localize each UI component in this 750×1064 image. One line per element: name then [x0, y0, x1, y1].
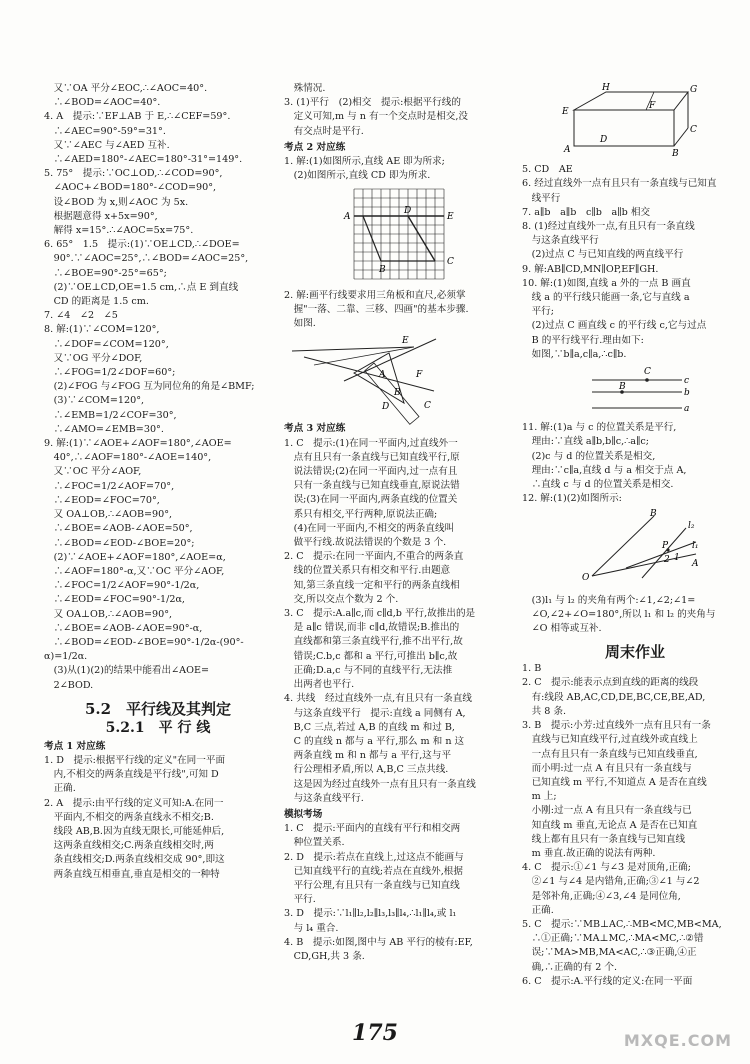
answer-line: 又∵OA 平分∠EOC,∴∠AOC=40°.: [44, 83, 208, 94]
answer-line: 小刚:过一点 A 有且只有一条直线与已: [522, 805, 692, 817]
answer-line: 内,不相交的两条直线是平行线",可知 D: [44, 769, 219, 781]
answer-line: ∴∠AEC=90°-59°=31°.: [44, 125, 166, 137]
answer-line: (3)∵∠COM=120°,: [44, 395, 145, 407]
point-C: [645, 378, 649, 382]
answer-line: 又∵OC 平分∠AOF,: [44, 466, 142, 478]
answer-line: ∴∠BOE=∠AOB-∠AOE=50°,: [44, 523, 193, 535]
answer-line: 线平行: [522, 192, 561, 204]
label-C: C: [424, 401, 431, 412]
answer-line: 2. C 提示:在同一平面内,不重合的两条直: [284, 551, 464, 563]
answer-line: CD,GH,共 3 条.: [284, 950, 365, 962]
answer-line: 1. C 提示:(1)在同一平面内,过直线外一: [284, 437, 458, 449]
answer-line: 是 a∥c 错误,而非 c∥d,故错误;B.推出的: [284, 622, 460, 634]
answer-line: 出两者也平行.: [284, 679, 355, 691]
answer-line: 两条直线互相垂直,垂直是相交的一种特: [44, 868, 220, 880]
ruler: [365, 363, 419, 424]
answer-line: (2)∠FOG 与∠FOG 互为同位角的角是∠BMF;: [44, 381, 255, 393]
answer-line: 握"一落、二靠、三移、四画"的基本步骤.: [284, 303, 469, 315]
label-A: A: [692, 559, 699, 570]
answer-line: (3)从(1)(2)的结果中能看出∠AOE=: [44, 665, 209, 677]
label-A: A: [379, 370, 386, 381]
answer-line: 两条直线 m 和 n 都与 a 平行,这与平: [284, 750, 452, 762]
answer-line: 6. 经过直线外一点有且只有一条直线与已知直: [522, 178, 717, 190]
answer-line: 平行.: [284, 894, 316, 906]
answer-line: 12. 解:(1)(2)如图所示:: [522, 493, 622, 505]
grid-figure: [284, 185, 454, 281]
answer-line: (2)过点 C 与已知直线的两直线平行: [522, 249, 684, 261]
answer-line: 11. 解:(1)a 与 c 的位置关系是平行,: [522, 422, 677, 434]
answer-line: 知直线 m 垂直,无论点 A 是否在已知直: [522, 819, 698, 831]
answer-line: 正确;D.a,c 与不同的直线平行,无法推: [284, 664, 453, 676]
answer-line: ∴∠DOF=∠COM=120°,: [44, 338, 169, 350]
answer-line: 40°,∴∠AOF=180°-∠AOE=140°,: [44, 452, 212, 464]
label-D: D: [600, 135, 608, 145]
answer-line: 1. D 提示:根据平行线的定义"在同一平面: [44, 754, 226, 766]
page-number: 175: [352, 1020, 398, 1046]
label-c: c: [684, 376, 690, 387]
label-B: B: [619, 382, 626, 393]
label-B: B: [379, 265, 386, 276]
label-D: D: [404, 206, 412, 217]
answer-line: 4. B 提示:如图,图中与 AB 平行的棱有:EF,: [284, 936, 473, 948]
line-l1: [626, 542, 696, 568]
answer-line: B 的平行线平行.理由如下:: [522, 334, 644, 346]
figure-box: [522, 84, 748, 161]
answer-line: 与这条直线平行 提示:直线 a 同侧有 A,: [284, 707, 466, 719]
answer-line: 线的位置关系只有相交和平行.由题意: [284, 565, 451, 577]
angle-figure: [522, 508, 702, 586]
answer-line: 8. (1)经过直线外一点,有且只有一条直线: [522, 221, 695, 233]
answer-line: 4. A 提示:∵EF⊥AB 于 E,∴∠CEF=59°.: [44, 111, 231, 123]
answer-line: 2. 解:画平行线要求用三角板和直尺,必须掌: [284, 289, 466, 301]
line-DC: [408, 216, 435, 261]
answer-line: m 垂直.故正确的说法有两种.: [522, 847, 656, 859]
answer-line: (2)∵OE⊥CD,OE=1.5 cm,∴点 E 到直线: [44, 281, 239, 293]
label-B: B: [394, 388, 401, 399]
answer-line: 7. a∥b a∥b c∥b a∥b 相交: [522, 206, 651, 218]
answer-line: 5. C 提示:∵MB⊥AC,∴MB<MC,MB<MA,: [522, 918, 722, 930]
answer-line: 线 a 的平行线只能画一条,它与直线 a: [522, 292, 690, 304]
answer-line: 5. CD AE: [522, 164, 573, 176]
answer-line: 线段 AB,B.因为直线无限长,可能延伸后,: [44, 825, 225, 837]
chapter-title: 5.2 平行线及其判定: [84, 699, 232, 718]
answer-line: ∴∠BOD=∠AOC=40°.: [44, 97, 161, 109]
answer-line: ∴∠AMO=∠EMB=30°.: [44, 423, 164, 435]
label-O: O: [582, 573, 590, 584]
parallels-figure: [522, 364, 702, 414]
answer-line: 2. C 提示:能表示点到直线的距离的线段: [522, 677, 699, 689]
label-A: A: [344, 212, 351, 223]
answer-line: (3)l₁ 与 l₂ 的夹角有两个:∠1,∠2;∠1=: [522, 594, 696, 606]
answer-line: ∠O 相等或互补.: [522, 623, 602, 635]
answer-line: 知,第三条直线一定和平行的两条直线相: [284, 579, 460, 591]
answer-line: (2)过点 C 画直线 c 的平行线 c,它与过点: [522, 320, 707, 332]
answer-line: 只有一条直线与已知直线垂直,原说法错: [284, 480, 460, 492]
answer-line: 2∠BOD.: [44, 679, 94, 691]
ray-OB: [592, 516, 654, 576]
label-l2: l₂: [688, 521, 695, 532]
label-E: E: [402, 336, 409, 347]
answer-line: 说法错误;(2)在同一平面内,过一点有且: [284, 466, 458, 478]
front-face: [574, 110, 674, 146]
answer-line: 线上都有且只有一条直线与已知直线: [522, 833, 686, 845]
answer-line: 种位置关系.: [284, 837, 345, 849]
box-figure: [522, 83, 702, 159]
answer-line: ∠O,∠2+∠O=180°,所以 l₁ 和 l₂ 的夹角与: [522, 608, 716, 620]
label-F: F: [649, 101, 656, 111]
answer-line: 解得 x=15°.∴∠AOC=5x=75°.: [44, 225, 194, 237]
answer-line: 3. (1)平行 (2)相交 提示:根据平行线的: [284, 97, 461, 109]
label-G: G: [690, 85, 698, 95]
answer-line: 而小明:过一点 A 有且只有一条直线与: [522, 762, 692, 774]
answer-line: 平行;: [522, 306, 555, 318]
answer-line: (2)∵∠AOE+∠AOF=180°,∠AOE=α,: [44, 551, 226, 563]
answer-line: 1. 解:(1)如图所示,直线 AE 即为所求;: [284, 156, 445, 168]
label-C: C: [690, 125, 697, 135]
answer-line: 做平行线.故说法错误的个数是 3 个.: [284, 537, 447, 549]
answer-line: 2. A 提示:由平行线的定义可知:A.在同一: [44, 797, 224, 809]
answer-line: 6. C 提示:A.平行线的定义:在同一平面: [522, 975, 693, 987]
answer-line: 正确.: [44, 783, 76, 795]
answer-line: ∴∠EOD=∠FOC=70°,: [44, 494, 160, 506]
answer-line: 1. C 提示:平面内的直线有平行和相交两: [284, 823, 461, 835]
answer-line: 理由:∵直线 a∥b,b∥c,∴a∥c;: [522, 436, 650, 448]
answer-line: 设∠BOD 为 x,则∠AOC 为 5x.: [44, 196, 189, 208]
answer-line: ∴直线 c 与 d 的位置关系是相交.: [522, 479, 674, 491]
answer-line: ∴∠EMB=1/2∠COF=30°,: [44, 409, 177, 421]
answer-line: 误;∵MA>MB,MA<AC,∴③正确,④正: [522, 947, 697, 959]
answer-line: 根据题意得 x+5x=90°,: [44, 210, 158, 222]
answer-line: 又∵∠AEC 与∠AED 互补.: [44, 139, 170, 151]
chapter-title: 5.2.1 平 行 线: [105, 719, 211, 736]
answer-line: 又 OA⊥OB,∴∠AOB=90°,: [44, 608, 173, 620]
answer-line: (4)在同一平面内,不相交的两条直线叫: [284, 522, 455, 534]
answer-line: ∴∠EOD=∠FOC=90°-1/2α,: [44, 594, 185, 606]
edge-BC: [674, 128, 688, 146]
answer-line: ∠AOC+∠BOD=180°-∠COD=90°,: [44, 182, 217, 194]
label-1: 1: [674, 553, 680, 564]
answer-line: 直线与已知直线平行,过直线外或直线上: [522, 734, 698, 746]
answer-line: (2)c 与 d 的位置关系是相交,: [522, 450, 656, 462]
answer-line: 5. 75° 提示:∵OC⊥OD,∴∠COD=90°,: [44, 168, 223, 180]
label-E: E: [447, 212, 454, 223]
watermark: MXQE.COM: [623, 1031, 732, 1050]
line-through-C: [304, 357, 434, 391]
answer-line: ∴∠FOC=1/2∠AOF=70°,: [44, 480, 175, 492]
label-a: a: [684, 404, 690, 415]
answer-line: 这两条直线相交;C.两条直线相交时,两: [44, 840, 214, 852]
figure-ruler: [284, 333, 512, 420]
answer-line: ∴∠AOF=180°-α,又∵OC 平分∠AOF,: [44, 565, 225, 577]
label-A: A: [564, 145, 571, 155]
answer-line: 共 8 条.: [522, 705, 567, 717]
answer-line: 一点有且只有一条直线与已知直线垂直,: [522, 748, 698, 760]
answer-line: 确,∴正确的有 2 个.: [522, 961, 618, 973]
chapter-title: 周末作业: [604, 643, 665, 662]
label-2: 2: [664, 555, 670, 566]
answer-line: ∴∠BOD=∠EOD-∠BOE=20°;: [44, 537, 195, 549]
answer-line: 条直线相交;D.两条直线相交成 90°,即这: [44, 854, 225, 866]
answer-line: 3. C 提示:A.a∥c,而 c∥d,b 平行,故推出的是: [284, 608, 476, 620]
answer-line: 7. ∠4 ∠2 ∠5: [44, 310, 118, 322]
figure-angle: [522, 508, 748, 591]
answer-line: 与 l₄ 重合.: [284, 922, 339, 934]
answer-line: 与这条直线平行.: [284, 792, 364, 804]
answer-line: 又 OA⊥OB,∴∠AOB=90°,: [44, 509, 173, 521]
label-P: P: [662, 541, 669, 552]
answer-line: 有交点时是平行.: [284, 125, 364, 137]
answer-line: 1. B: [522, 663, 542, 675]
answer-line: ∴∠FOG=1/2∠DOF=60°;: [44, 367, 176, 379]
answer-line: m 上;: [522, 791, 557, 803]
label-E: E: [562, 107, 569, 117]
answer-line: CD 的距离是 1.5 cm.: [44, 296, 149, 308]
answer-line: 10. 解:(1)如图,直线 a 外的一点 B 画直: [522, 277, 691, 289]
answer-line: 如图,∵b∥a,c∥a,∴c∥b.: [522, 348, 627, 360]
answer-line: 有:线段 AB,AC,CD,DE,BC,CE,BE,AD,: [522, 691, 706, 703]
answer-line: 3. B 提示:小芳:过直线外一点有且只有一条: [522, 720, 711, 732]
section-heading: 考点 2 对应练: [284, 141, 346, 153]
label-l1: l₁: [692, 541, 699, 552]
answer-line: 已知直线平行的直线;若点在直线外,根据: [284, 865, 463, 877]
answer-line: 行公理相矛盾,所以 A,B,C 三点共线.: [284, 764, 449, 776]
answer-line: 交,所以交点个数为 2 个.: [284, 593, 399, 605]
answer-line: 4. C 提示:①∠1 与∠3 是对顶角,正确;: [522, 862, 691, 874]
answer-line: 平行公理,有且只有一条直线与已知直线: [284, 879, 460, 891]
answer-line: B,C 三点,若过 A,B 的直线 m 和过 B,: [284, 721, 455, 733]
section-heading: 考点 3 对应练: [284, 423, 346, 435]
label-D: D: [382, 402, 390, 413]
answer-line: 3. D 提示:∵l₁∥l₂,l₂∥l₃,l₃∥l₄,∴l₁∥l₄,或 l₁: [284, 908, 457, 920]
label-C: C: [644, 367, 651, 378]
figure-parallels: [522, 364, 748, 419]
answer-line: 是邻补角,正确;④∠3,∠4 是同位角,: [522, 890, 681, 902]
answer-line: C 的直线 n 都与 a 平行,那么 m 和 n 这: [284, 735, 465, 747]
answer-line: 平面内,不相交的两条直线永不相交;B.: [44, 811, 214, 823]
top-face: [574, 92, 688, 110]
column-2: [284, 82, 512, 964]
section-heading: 模拟考场: [284, 808, 323, 820]
answer-line: 与这条直线平行: [522, 235, 599, 247]
section-heading: 考点 1 对应练: [44, 740, 106, 752]
ruler-figure: [284, 333, 464, 415]
answer-line: 9. 解:(1)∵∠AOE+∠AOF=180°,∠AOE=: [44, 438, 232, 450]
answer-line: ∴∠AED=180°-∠AEC=180°-31°=149°.: [44, 154, 243, 166]
column-3: [522, 82, 748, 989]
label-H: H: [602, 83, 610, 93]
answer-line: 理由:∵c∥a,直线 d 与 a 相交于点 A,: [522, 464, 687, 476]
ray-OA: [592, 554, 696, 576]
label-B: B: [672, 149, 679, 159]
answer-line: 又∵OG 平分∠DOF,: [44, 352, 143, 364]
answer-line: 殊情况.: [284, 83, 326, 94]
label-F: F: [416, 370, 423, 381]
column-1: [44, 82, 272, 882]
answer-line: 90°.∵∠AOC=25°,∴∠BOD=∠AOC=25°,: [44, 253, 249, 265]
figure-grid: [284, 185, 512, 286]
answer-line: 直线都和第三条直线平行,推不出平行,故: [284, 636, 463, 648]
answer-line: 这是因为经过直线外一点有且只有一条直线: [284, 778, 476, 790]
answer-line: 如图.: [284, 318, 316, 330]
label-b: b: [684, 388, 690, 399]
answer-line: 2. D 提示:若点在直线上,过这点不能画与: [284, 851, 464, 863]
answer-line: 4. 共线 经过直线外一点,有且只有一条直线: [284, 693, 472, 705]
answer-line: ∴∠BOD=∠EOD-∠BOE=90°-1/2α-(90°-α)=1/2α.: [44, 636, 244, 663]
answer-line: ∴∠BOE=∠AOB-∠AOE=90°-α,: [44, 622, 203, 634]
answer-line: 系只有相交,平行两种,原说法正确;: [284, 508, 438, 520]
answer-line: ∴∠FOC=1/2∠AOF=90°-1/2α,: [44, 580, 200, 592]
label-B: B: [650, 509, 657, 520]
answer-line: (2)如图所示,直线 CD 即为所求.: [284, 170, 431, 182]
answer-line: 错误;C.b,c 都和 a 平行,可推出 b∥c,故: [284, 650, 458, 662]
label-C: C: [447, 257, 454, 268]
answer-line: 点有且只有一条直线与已知直线平行,原: [284, 451, 460, 463]
answer-line: ∴∠BOE=90°-25°=65°;: [44, 267, 167, 279]
answer-line: 误;(3)在同一平面内,两条直线的位置关: [284, 494, 458, 506]
answer-line: ∴①正确;∵MA⊥MC,∴MA<MC,∴②错: [522, 933, 704, 945]
answer-line: 定义可知,m 与 n 有一个交点时是相交,没: [284, 111, 469, 123]
answer-line: 已知直线 m 平行,不知道点 A 是否在直线: [522, 776, 707, 788]
answer-line: 8. 解:(1)∵∠COM=120°,: [44, 324, 160, 336]
answer-line: 9. 解:AB∥CD,MN∥OP,EF∥GH.: [522, 263, 659, 275]
answer-line: 6. 65° 1.5 提示:(1)∵OE⊥CD,∴∠DOE=: [44, 239, 240, 251]
answer-line: ②∠1 与∠4 是内错角,正确;③∠1 与∠2: [522, 876, 700, 888]
answer-line: 正确.: [522, 904, 554, 916]
